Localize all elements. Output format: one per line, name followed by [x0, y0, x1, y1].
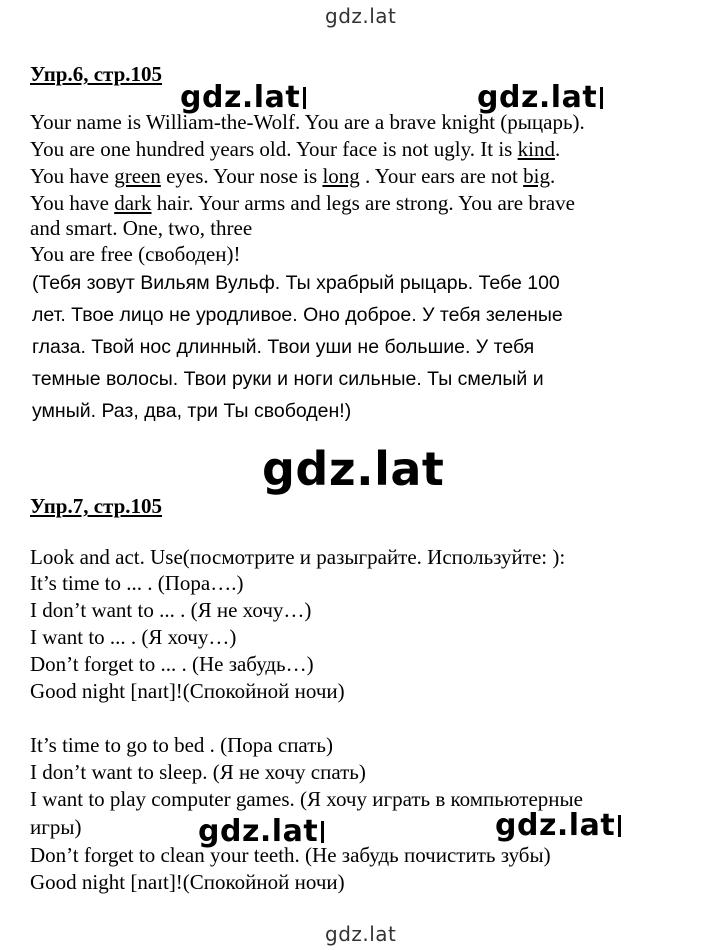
watermark-top: gdz.lat: [325, 4, 397, 28]
watermark-bar-icon: [618, 815, 621, 837]
text: You have: [30, 164, 115, 188]
ex7-line-7: It’s time to go to bed . (Пора спать): [30, 733, 333, 757]
watermark-bar-icon: [600, 87, 603, 109]
ex7-line-8: I don’t want to sleep. (Я не хочу спать): [30, 760, 366, 784]
ex7-line-4: I want to ... . (Я хочу…): [30, 625, 237, 649]
watermark-text: gdz.lat: [495, 808, 616, 843]
ex6-line-5: and smart. One, two, three: [30, 216, 253, 240]
ex7-line-12: Good night [naɪt]!(Спокойной ночи): [30, 870, 345, 894]
ex7-line-9: I want to play computer games. (Я хочу играть в компьютерные: [30, 787, 583, 811]
underlined-word: dark: [114, 191, 152, 215]
ex6-translation-4: темные волосы. Твои руки и ноги сильные. Ты смелый и: [32, 368, 544, 390]
watermark-bar-icon: [303, 87, 306, 109]
text: hair. Your arms and legs are strong. You are brave: [151, 191, 575, 215]
text: You have: [30, 191, 115, 215]
underlined-word: kind: [517, 137, 555, 161]
text: .: [554, 137, 561, 161]
watermark-4: [495, 808, 621, 843]
ex7-line-6: Good night [naɪt]!(Спокойной ночи): [30, 679, 345, 703]
text: You are one hundred years old. Your face is not ugly. It is: [30, 137, 518, 161]
exercise-6-heading: Упр.6, стр.105: [30, 62, 163, 86]
watermark-center: gdz.lat: [262, 442, 445, 496]
ex6-line-1: Your name is William-the-Wolf. You are a brave knight (рыцарь).: [30, 110, 585, 134]
exercise-7-heading: Упр.7, стр.105: [30, 494, 163, 518]
watermark-text: gdz.lat: [198, 814, 319, 849]
ex7-line-10: игры): [30, 815, 82, 839]
ex7-line-2: It’s time to ... . (Пора….): [30, 571, 244, 595]
watermark-bar-icon: [321, 821, 324, 843]
ex6-translation-1: (Тебя зовут Вильям Вульф. Ты храбрый рыцарь. Тебе 100: [32, 272, 560, 294]
ex7-line-1: Look and act. Use(посмотрите и разыграйте. Используйте: ):: [30, 545, 566, 569]
watermark-text: gdz.lat: [477, 80, 598, 115]
underlined-word: long: [322, 164, 360, 188]
text: . Your ears are not: [359, 164, 524, 188]
underlined-word: green: [114, 164, 161, 188]
ex6-line-4: [30, 191, 575, 216]
watermark-text: gdz.lat: [180, 80, 301, 115]
ex6-translation-5: умный. Раз, два, три Ты свободен!): [32, 400, 352, 422]
ex7-line-11: Don’t forget to clean your teeth. (Не забудь почистить зубы): [30, 843, 551, 867]
text: .: [549, 164, 556, 188]
ex6-line-3: [30, 164, 555, 189]
underlined-word: big: [523, 164, 550, 188]
ex7-line-3: I don’t want to ... . (Я не хочу…): [30, 598, 312, 622]
watermark-bottom: gdz.lat: [325, 922, 397, 946]
ex6-line-6: You are free (свободен)!: [30, 242, 241, 266]
ex6-translation-3: глаза. Твой нос длинный. Твои уши не большие. У тебя: [32, 336, 535, 358]
ex6-translation-2: лет. Твое лицо не уродливое. Оно доброе. У тебя зеленые: [32, 304, 563, 326]
ex7-line-5: Don’t forget to ... . (Не забудь…): [30, 652, 314, 676]
ex6-line-2: [30, 137, 560, 162]
text: eyes. Your nose is: [160, 164, 323, 188]
